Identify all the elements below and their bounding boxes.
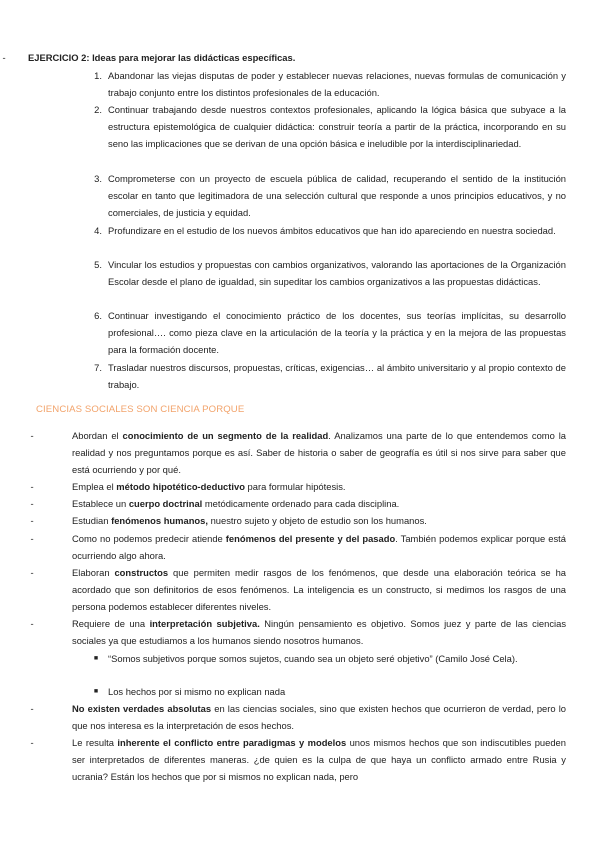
- bullet-bold-text: fenómenos del presente y del pasado: [225, 533, 396, 544]
- item-text: Profundizare en el estudio de los nuevos ámbitos educativos que han ido apareciendo en nuestra sociedad.: [108, 225, 556, 236]
- bullet-text: metódicamente ordenado para cada disciplina.: [202, 498, 400, 509]
- item-number: 5.: [94, 259, 102, 270]
- square-bullet-icon: ■: [93, 655, 99, 662]
- bullet-text: Abordan el: [72, 430, 123, 441]
- bullet-text: Establece un: [72, 498, 129, 509]
- bullet-text: unos mismos hechos que son indiscutibles pueden ser interpretados de diferentes maneras. ¿de quien es la culpa de que haya un conflicto armado entre Rusia y ucrania? Están los hechos que por si mismos no explican nada, pero: [72, 737, 566, 782]
- sub-bullet-item: [93, 651, 566, 668]
- bullet-text: Requiere de una: [72, 618, 150, 629]
- item-text: Continuar trabajando desde nuestros contextos profesionales, aplicando la lógica básica que subyace a la estructura epistemológica de cualquier didáctica: construir teoría a partir de la práctica, incorporando en su seno las implicaciones que se derivan de una opción básica e ineludible por la interdisciplinariedad.: [108, 104, 566, 149]
- item-number: 1.: [94, 70, 102, 81]
- bullet-item: [30, 735, 566, 785]
- bullet-item: [30, 479, 566, 496]
- dash-bullet: -: [2, 52, 6, 63]
- item-text: Continuar investigando el conocimiento práctico de los docentes, sus teorías implícitas, su desarrollo profesional…. como pieza clave en la articulación de la teoría y la práctica y en la mejora de las propuestas para la formación docente.: [108, 310, 566, 355]
- numbered-item: [94, 308, 566, 358]
- bullet-bold-text: No existen verdades absolutas: [72, 703, 212, 714]
- bullet-text: Estudian: [72, 515, 112, 526]
- bullet-item: [30, 531, 566, 565]
- item-text: Abandonar las viejas disputas de poder y establecer nuevas relaciones, nuevas formulas de comunicación y trabajo conjunto entre los distintos profesionales de la educación.: [108, 70, 566, 98]
- item-text: Trasladar nuestros discursos, propuestas, críticas, exigencias… al ámbito universitario y al propio contexto de trabajo.: [108, 362, 566, 390]
- item-number: 2.: [94, 104, 102, 115]
- bullet-text: . También podemos explicar porque está ocurriendo algo ahora.: [72, 533, 566, 561]
- bullet-bold-text: método hipotético-deductivo: [116, 481, 245, 492]
- dash-bullet: -: [30, 515, 34, 526]
- bullet-bold-text: interpretación subjetiva.: [149, 618, 260, 629]
- bullet-text: . Analizamos una parte de lo que entendemos como la realidad y nos preguntamos porque es así. Saber de historia o saber de geografía es útil si nos sirve para saber que está ocurriendo y por qué.: [72, 430, 566, 475]
- dash-bullet: -: [30, 498, 34, 509]
- section-heading: CIENCIAS SOCIALES SON CIENCIA PORQUE: [36, 404, 245, 415]
- bullet-bold-text: cuerpo doctrinal: [128, 498, 203, 509]
- exercise-title-line: [2, 50, 566, 67]
- bullet-bold-text: inherente el conflicto entre paradigmas y modelos: [117, 737, 347, 748]
- dash-bullet: -: [30, 567, 34, 578]
- sub-bullet-text: “Somos subjetivos porque somos sujetos, cuando sea un objeto seré objetivo” (Camilo José Cela).: [108, 653, 518, 664]
- dash-bullet: -: [30, 481, 34, 492]
- dash-bullet: -: [30, 737, 34, 748]
- bullet-item: [30, 565, 566, 615]
- item-number: 7.: [94, 362, 102, 373]
- square-bullet-icon: ■: [93, 688, 99, 695]
- bullet-text: para formular hipótesis.: [244, 481, 346, 492]
- numbered-item: [94, 68, 566, 102]
- numbered-item: [94, 171, 566, 221]
- dash-bullet: -: [30, 618, 34, 629]
- bullet-bold-text: constructos: [114, 567, 169, 578]
- bullet-item: [30, 428, 566, 478]
- numbered-item: [94, 223, 566, 240]
- item-text: Comprometerse con un proyecto de escuela pública de calidad, recuperando el sentido de la institución escolar en tanto que legitimadora de una selección cultural que responde a unos principios educativos, y no comerciales, de justicia y equidad.: [108, 173, 566, 218]
- bullet-text: Ningún pensamiento es objetivo. Somos juez y parte de las ciencias sociales ya que estudiamos a los humanos siendo nosotros humanos.: [72, 618, 567, 646]
- bullet-text: Como no podemos predecir atiende: [72, 533, 226, 544]
- bullet-item: [30, 513, 566, 530]
- item-number: 4.: [94, 225, 102, 236]
- bullet-item: [30, 701, 566, 735]
- bullet-text: Le resulta: [72, 737, 118, 748]
- dash-bullet: -: [30, 533, 34, 544]
- item-number: 6.: [94, 310, 102, 321]
- item-text: Vincular los estudios y propuestas con cambios organizativos, valorando las aportaciones de la Organización Escolar desde el plano de igualdad, sin supeditar los cambios organizativos a las propuestas didácticas.: [108, 259, 566, 287]
- numbered-item: [94, 257, 566, 291]
- dash-bullet: -: [30, 430, 34, 441]
- bullet-text: Elaboran: [72, 567, 115, 578]
- item-number: 3.: [94, 173, 102, 184]
- numbered-item: [94, 102, 566, 152]
- dash-bullet: -: [30, 703, 34, 714]
- bullet-bold-text: fenómenos humanos,: [111, 515, 208, 526]
- bullet-text: Emplea el: [72, 481, 117, 492]
- bullet-bold-text: conocimiento de un segmento de la realidad: [122, 430, 329, 441]
- bullet-text: nuestro sujeto y objeto de estudio son los humanos.: [207, 515, 427, 526]
- sub-bullet-item: [93, 684, 566, 701]
- bullet-item: [30, 616, 567, 650]
- bullet-text: que permiten medir rasgos de los fenómenos, que desde una elaboración teórica se ha acordado que son definitorios de esos fenómenos. La inteligencia es un constructo, si medimos los rasgos de una persona podemos establecer diferentes niveles.: [72, 567, 566, 612]
- numbered-item: [94, 360, 566, 394]
- bullet-text: en las ciencias sociales, sino que existen hechos que ocurrieron de verdad, pero lo que nos interesa es la interpretación de esos hechos.: [72, 703, 566, 731]
- sub-bullet-text: Los hechos por si mismo no explican nada: [108, 686, 286, 697]
- bullet-item: [30, 496, 566, 513]
- exercise-title: EJERCICIO 2: Ideas para mejorar las didácticas específicas.: [28, 52, 296, 63]
